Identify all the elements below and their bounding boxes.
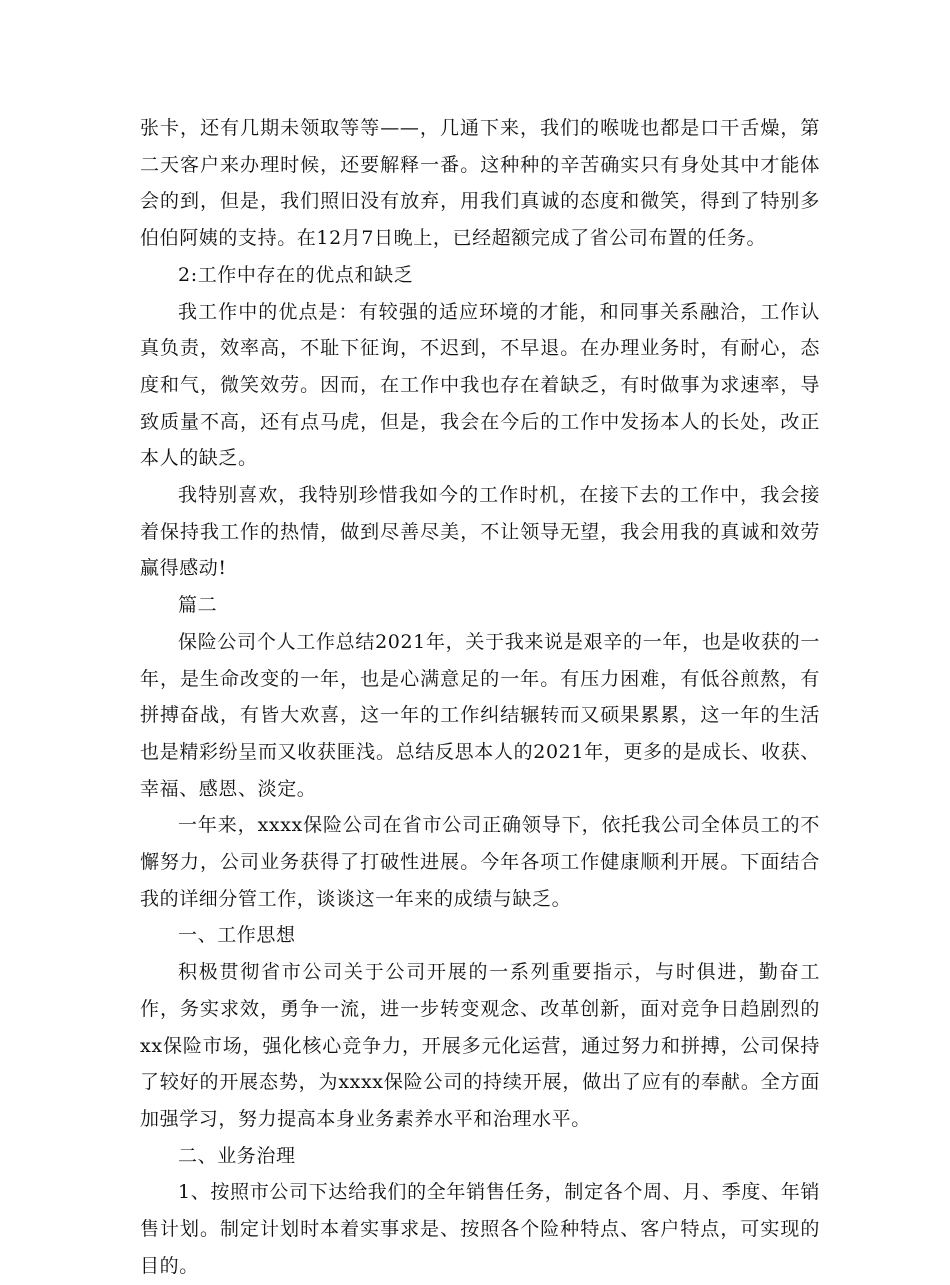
section-heading-strengths: 2:工作中存在的优点和缺乏 — [178, 263, 414, 286]
paragraph-year-summary: 保险公司个人工作总结2021年，关于我来说是艰辛的一年，也是收获的一年，是生命改变的一年，也是心满意足的一年。有压力困难，有低谷煎熬，有拼搏奋战，有皆大欢喜，这一年的工作纠结辗转而又硕果累累，这一年的生活也是精彩纷呈而又收获匪浅。总结反思本人的2021年，更多的是成长、收获、幸福、感恩、淡定。 — [140, 630, 820, 800]
part-heading: 篇二 — [178, 594, 218, 617]
paragraph-company-progress: 一年来，xxxx保险公司在省市公司正确领导下，依托我公司全体员工的不懈努力，公司业务获得了打破性进展。今年各项工作健康顺利开展。下面结合我的详细分管工作，谈谈这一年来的成绩与缺乏。 — [140, 814, 820, 910]
paragraph-continuation: 张卡，还有几期未领取等等——，几通下来，我们的喉咙也都是口干舌燥，第二天客户来办理时候，还要解释一番。这种种的辛苦确实只有身处其中才能体会的到，但是，我们照旧没有放弃，用我们真诚的态度和微笑，得到了特别多伯伯阿姨的支持。在12月7日晚上，已经超额完成了省公司布置的任务。 — [140, 117, 820, 250]
paragraph-work-thinking: 积极贯彻省市公司关于公司开展的一系列重要指示，与时俱进，勤奋工作，务实求效，勇争一流，进一步转变观念、改革创新，面对竞争日趋剧烈的xx保险市场，强化核心竞争力，开展多元化运营，通过努力和拼搏，公司保持了较好的开展态势，为xxxx保险公司的持续开展，做出了应有的奉献。全方面加强学习，努力提高本身业务素养水平和治理水平。 — [140, 961, 820, 1130]
document-page — [140, 110, 820, 1285]
paragraph-sales-plan: 1、按照市公司下达给我们的全年销售任务，制定各个周、月、季度、年销售计划。制定计划时本着实事求是、按照各个险种特点、客户特点，可实现的目的。 — [140, 1181, 820, 1277]
paragraph-commitment: 我特别喜欢，我特别珍惜我如今的工作时机，在接下去的工作中，我会接着保持我工作的热情，做到尽善尽美，不让领导无望，我会用我的真诚和效劳赢得感动! — [140, 484, 820, 580]
paragraph-strengths: 我工作中的优点是：有较强的适应环境的才能，和同事关系融洽，工作认真负责，效率高，不耻下征询，不迟到，不早退。在办理业务时，有耐心，态度和气，微笑效劳。因而，在工作中我也存在着缺乏，有时做事为求速率，导致质量不高，还有点马虎，但是，我会在今后的工作中发扬本人的长处，改正本人的缺乏。 — [140, 300, 820, 470]
section-heading-work-thinking: 一、工作思想 — [178, 924, 296, 947]
section-heading-business-management: 二、业务治理 — [178, 1144, 296, 1167]
